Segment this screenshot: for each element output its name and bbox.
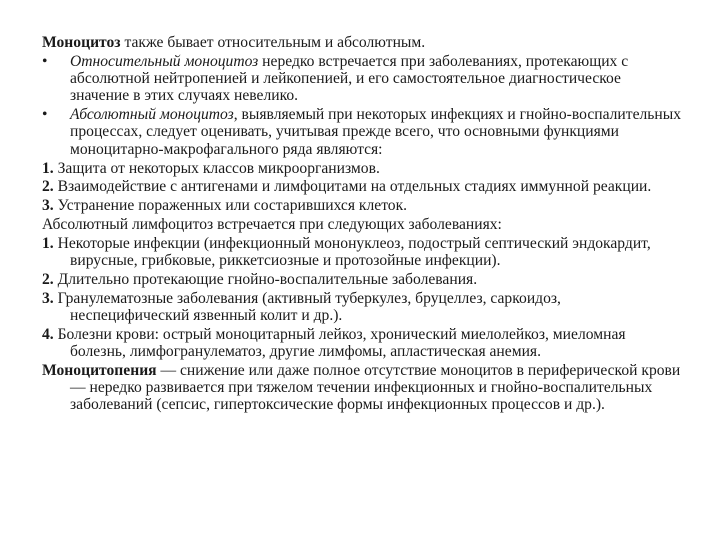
relative-monocytosis-bullet [42, 53, 682, 105]
item-number: 3. [42, 289, 54, 307]
monocytosis-intro-text: также бывает относительным и абсолютным. [120, 34, 426, 51]
item-number: 1. [42, 234, 54, 252]
term-monocytopenia: Моноцитопения [42, 361, 157, 379]
disease-item-1 [42, 235, 682, 270]
item-number: 4. [42, 325, 54, 343]
relative-monocytosis-text: нередко встречается при заболеваниях, протекающих с абсолютной нейтропенией и лейкопенией, и его самостоятельное диагностическое значение в этих случаях невелико. [70, 52, 629, 105]
monocytopenia-paragraph [42, 362, 682, 414]
disease-item-text: Длительно протекающие гнойно-воспалительные заболевания. [53, 270, 478, 288]
item-number: 1. [42, 159, 54, 177]
function-item-text: Взаимодействие с антигенами и лимфоцитами на отдельных стадиях иммунной реакции. [53, 178, 652, 196]
function-item-2 [42, 178, 682, 195]
item-number: 2. [42, 178, 54, 196]
item-number: 2. [42, 270, 54, 288]
disease-item-3 [42, 290, 682, 325]
lymphocytosis-intro-text: Абсолютный лимфоцитоз встречается при следующих заболеваниях: [42, 215, 502, 233]
disease-item-text: Гранулематозные заболевания (активный туберкулез, бруцеллез, саркоидоз, неспецифический язвенный колит и др.). [53, 289, 561, 324]
absolute-monocytosis-bullet [42, 106, 682, 158]
bullet-marker: • [42, 106, 48, 124]
disease-item-4 [42, 326, 682, 361]
term-monocytosis: Моноцитоз [42, 34, 121, 51]
function-item-1 [42, 160, 682, 177]
function-item-text: Устранение пораженных или состарившихся клеток. [53, 197, 408, 215]
function-item-3 [42, 197, 682, 214]
disease-item-2 [42, 271, 682, 288]
monocytosis-intro [42, 34, 682, 51]
monocytopenia-text: — снижение или даже полное отсутствие моноцитов в периферической крови — нередко развивается при тяжелом течении инфекционных и гнойно-воспалительных заболеваний (сепсис, гипертоксические формы инфекционных процессов и др.). [70, 361, 681, 414]
lymphocytosis-intro [42, 216, 682, 233]
absolute-monocytosis-text: , выявляемый при некоторых инфекциях и гнойно-воспалительных процессах, следует оценивать, учитывая прежде всего, что основными функциями моноцитарно-макрофагального ряда являются: [70, 106, 682, 158]
term-relative-monocytosis: Относительный моноцитоз [70, 52, 259, 70]
term-absolute-monocytosis: Абсолютный моноцитоз [70, 106, 234, 124]
item-number: 3. [42, 197, 54, 215]
disease-item-text: Некоторые инфекции (инфекционный мононуклеоз, подострый септический эндокардит, вирусные, грибковые, риккетсиозные и протозойные инфекции). [53, 234, 651, 270]
disease-item-text: Болезни крови: острый моноцитарный лейкоз, хронический миелолейкоз, миеломная болезнь, лимфогранулематоз, другие лимфомы, апластическая анемия. [53, 325, 626, 361]
bullet-marker: • [42, 52, 48, 70]
function-item-text: Защита от некоторых классов микроорганизмов. [53, 159, 380, 177]
